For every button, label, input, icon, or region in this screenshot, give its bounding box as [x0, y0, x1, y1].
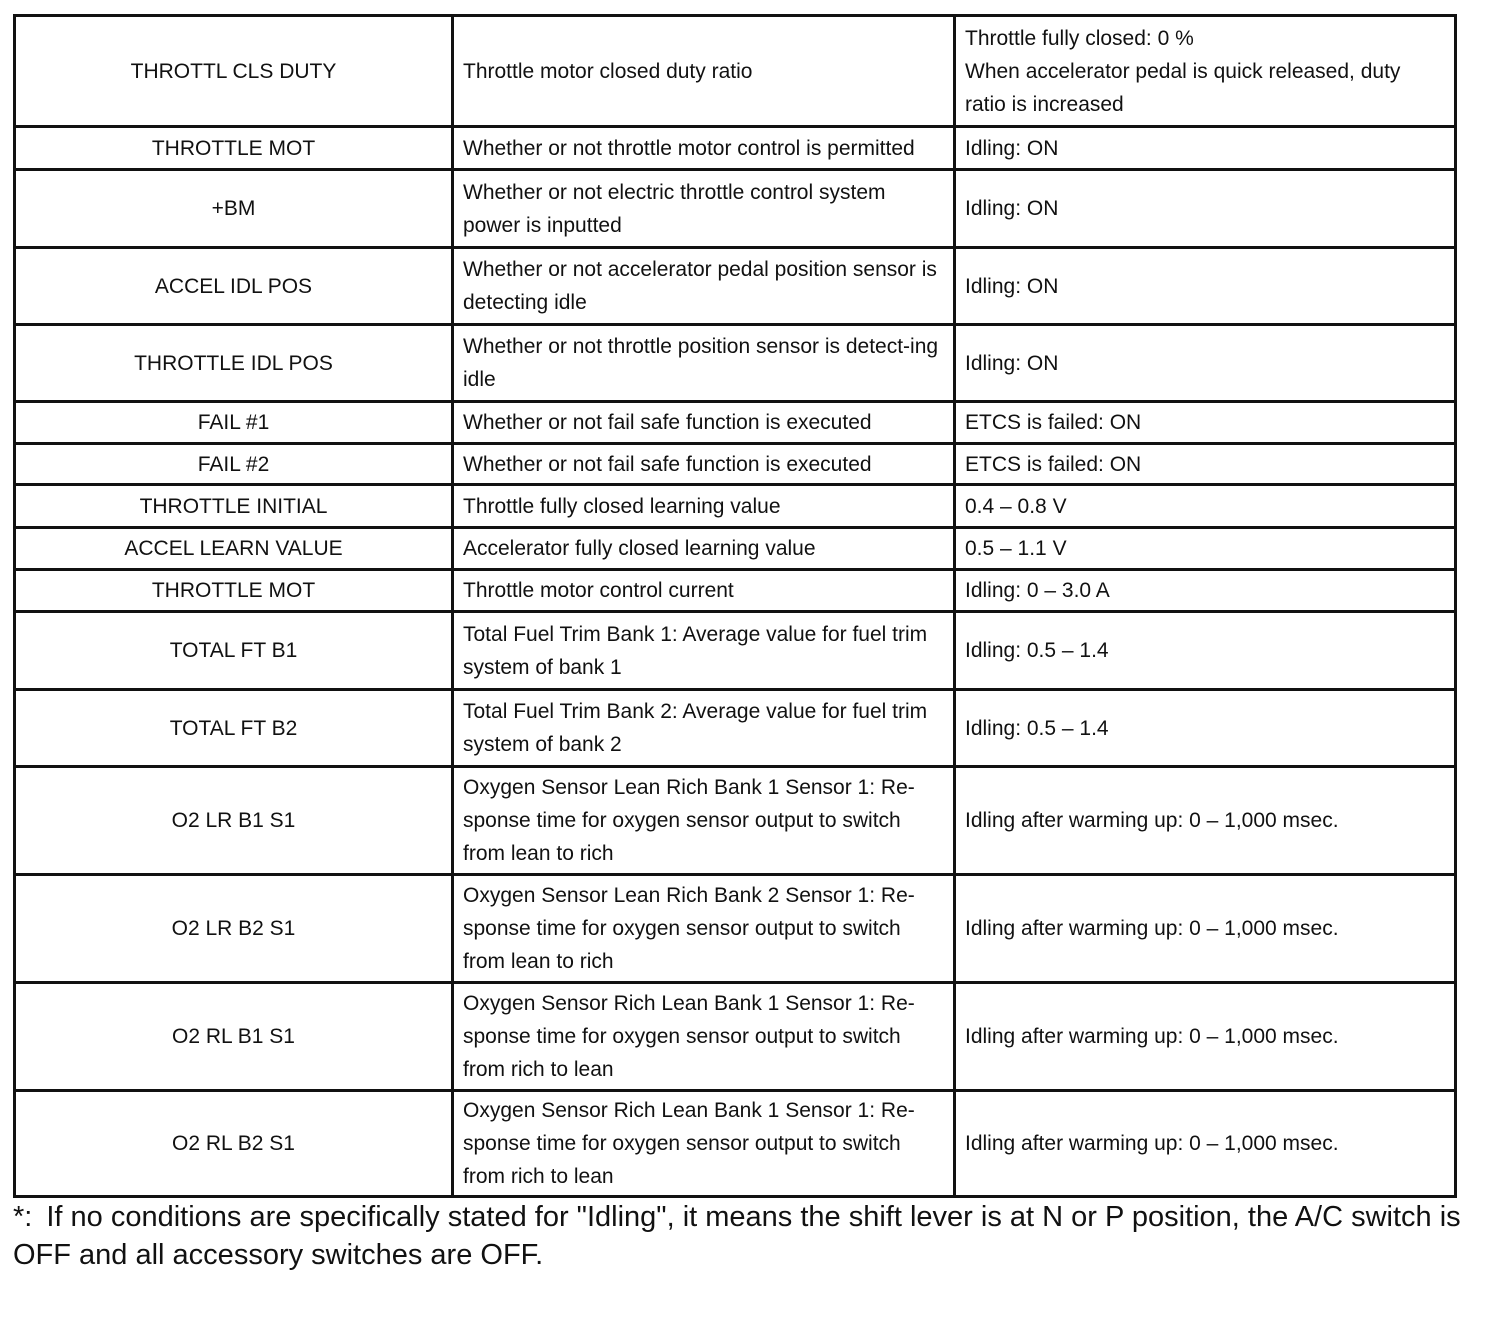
table-row [15, 1091, 1456, 1197]
condition-cell [955, 16, 1456, 127]
condition-cell: Idling: ON [955, 127, 1456, 170]
footnote [13, 1198, 1483, 1274]
item-cell: THROTTLE MOT [15, 127, 453, 170]
description-cell: Whether or not fail safe function is executed [453, 402, 955, 444]
item-cell: FAIL #2 [15, 444, 453, 485]
table-row [15, 690, 1456, 767]
description-cell: Oxygen Sensor Lean Rich Bank 1 Sensor 1: Re-sponse time for oxygen sensor output to switch from lean to rich [453, 767, 955, 875]
table-row [15, 248, 1456, 325]
table-row [15, 16, 1456, 127]
table-row [15, 570, 1456, 612]
description-cell: Whether or not electric throttle control system power is inputted [453, 170, 955, 248]
condition-cell: Idling after warming up: 0 – 1,000 msec. [955, 1091, 1456, 1197]
description-cell: Oxygen Sensor Rich Lean Bank 1 Sensor 1: Re-sponse time for oxygen sensor output to switch from rich to lean [453, 983, 955, 1091]
description-cell: Throttle fully closed learning value [453, 485, 955, 528]
item-cell: THROTTL CLS DUTY [15, 16, 453, 127]
footnote-text: If no conditions are specifically stated for "Idling", it means the shift lever is at N or P position, the A/C switch is OFF and all accessory switches are OFF. [13, 1201, 1461, 1271]
table-row [15, 612, 1456, 690]
item-cell: O2 RL B2 S1 [15, 1091, 453, 1197]
table-row [15, 528, 1456, 570]
table-row [15, 444, 1456, 485]
condition-cell: ETCS is failed: ON [955, 444, 1456, 485]
condition-cell: 0.5 – 1.1 V [955, 528, 1456, 570]
item-cell: TOTAL FT B2 [15, 690, 453, 767]
condition-text: Throttle fully closed: 0 % When accelerator pedal is quick released, duty ratio is increased [965, 26, 1401, 116]
table-row [15, 983, 1456, 1091]
item-cell: O2 RL B1 S1 [15, 983, 453, 1091]
item-cell: +BM [15, 170, 453, 248]
condition-cell: Idling after warming up: 0 – 1,000 msec. [955, 983, 1456, 1091]
item-cell: THROTTLE IDL POS [15, 325, 453, 402]
table-row [15, 325, 1456, 402]
data-list-table [13, 14, 1457, 1198]
description-cell: Oxygen Sensor Rich Lean Bank 1 Sensor 1: Re-sponse time for oxygen sensor output to switch from rich to lean [453, 1091, 955, 1197]
table-row [15, 170, 1456, 248]
condition-cell: Idling: ON [955, 248, 1456, 325]
item-cell: ACCEL IDL POS [15, 248, 453, 325]
description-cell: Accelerator fully closed learning value [453, 528, 955, 570]
condition-cell: Idling: 0.5 – 1.4 [955, 612, 1456, 690]
table-row [15, 875, 1456, 983]
condition-cell: 0.4 – 0.8 V [955, 485, 1456, 528]
item-cell: THROTTLE MOT [15, 570, 453, 612]
condition-cell: Idling: 0.5 – 1.4 [955, 690, 1456, 767]
description-cell: Throttle motor control current [453, 570, 955, 612]
description-cell: Whether or not accelerator pedal position sensor is detecting idle [453, 248, 955, 325]
description-cell: Oxygen Sensor Lean Rich Bank 2 Sensor 1: Re-sponse time for oxygen sensor output to switch from lean to rich [453, 875, 955, 983]
table-row [15, 485, 1456, 528]
description-cell: Whether or not throttle position sensor is detect-ing idle [453, 325, 955, 402]
description-cell: Throttle motor closed duty ratio [453, 16, 955, 127]
condition-cell: Idling after warming up: 0 – 1,000 msec. [955, 767, 1456, 875]
description-cell: Whether or not throttle motor control is permitted [453, 127, 955, 170]
footnote-mark: *: [13, 1201, 33, 1233]
item-cell: O2 LR B1 S1 [15, 767, 453, 875]
description-cell: Total Fuel Trim Bank 1: Average value for fuel trim system of bank 1 [453, 612, 955, 690]
description-cell: Total Fuel Trim Bank 2: Average value for fuel trim system of bank 2 [453, 690, 955, 767]
item-cell: THROTTLE INITIAL [15, 485, 453, 528]
item-cell: O2 LR B2 S1 [15, 875, 453, 983]
condition-cell: Idling after warming up: 0 – 1,000 msec. [955, 875, 1456, 983]
table-row [15, 402, 1456, 444]
condition-cell: Idling: 0 – 3.0 A [955, 570, 1456, 612]
description-cell: Whether or not fail safe function is executed [453, 444, 955, 485]
table-row [15, 767, 1456, 875]
table-row [15, 127, 1456, 170]
condition-cell: Idling: ON [955, 325, 1456, 402]
item-cell: FAIL #1 [15, 402, 453, 444]
item-cell: TOTAL FT B1 [15, 612, 453, 690]
condition-cell: ETCS is failed: ON [955, 402, 1456, 444]
condition-cell: Idling: ON [955, 170, 1456, 248]
item-cell: ACCEL LEARN VALUE [15, 528, 453, 570]
